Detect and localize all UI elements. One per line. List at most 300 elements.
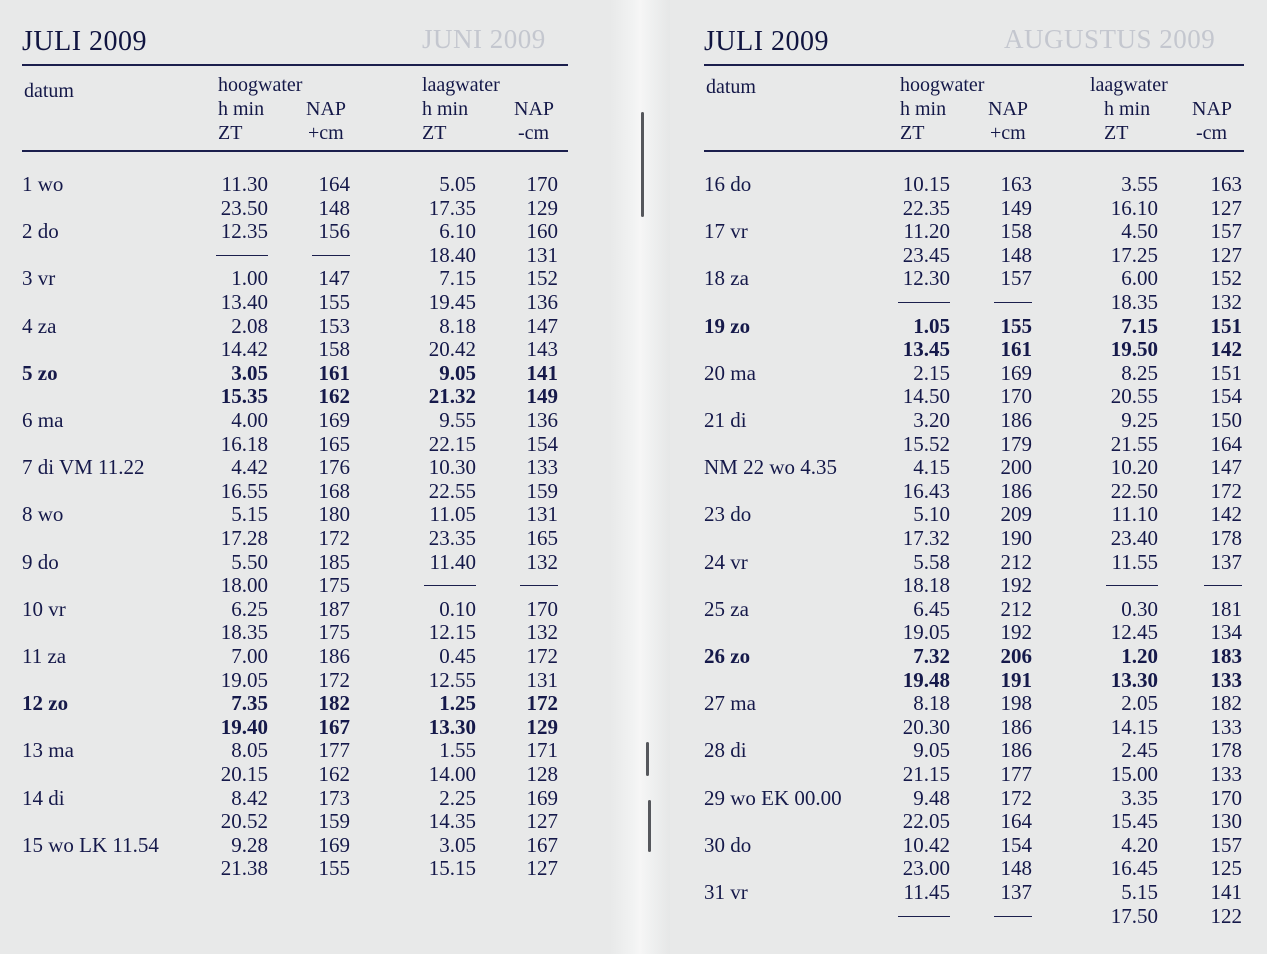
- low-water-level-cell: 122: [1210, 903, 1242, 928]
- low-water-time-cell: 0.45: [439, 644, 476, 668]
- date-cell: 13 ma: [22, 738, 74, 763]
- date-cell: 16 do: [704, 172, 752, 196]
- table-row: [22, 668, 582, 692]
- table-row: [22, 266, 582, 290]
- high-water-time-cell: 20.30: [902, 714, 950, 739]
- table-row: [22, 290, 582, 314]
- low-water-level-cell: 133: [1210, 762, 1242, 786]
- low-water-level-cell: 127: [1210, 195, 1242, 220]
- low-water-time-cell: 3.35: [1121, 785, 1158, 810]
- table-row: [704, 715, 1264, 739]
- low-water-time-cell: 6.00: [1121, 266, 1158, 291]
- table-row: [704, 620, 1264, 644]
- low-water-level-cell: 150: [1210, 408, 1242, 432]
- table-row: [704, 644, 1264, 668]
- header-rule-bottom: [22, 150, 568, 152]
- low-water-level-cell: 152: [1210, 266, 1242, 291]
- table-row: [704, 809, 1264, 833]
- high-water-time-cell: 3.05: [231, 360, 268, 385]
- high-water-time-cell: 13.45: [902, 337, 950, 362]
- low-water-time-cell: 11.05: [429, 502, 476, 527]
- high-water-time-cell: 2.15: [913, 360, 950, 385]
- low-water-level-cell: 128: [526, 762, 558, 786]
- high-water-time-cell: 5.10: [913, 502, 950, 527]
- high-water-time-cell: 17.32: [902, 526, 950, 550]
- low-water-time-cell: [398, 573, 476, 598]
- header-hoog-nap: NAP: [306, 98, 347, 120]
- header-hoog-hmin: h min: [218, 98, 265, 120]
- table-row: [22, 691, 582, 715]
- date-cell: 1 wo: [22, 172, 64, 196]
- low-water-time-cell: 20.55: [1110, 384, 1158, 409]
- low-water-level-cell: 167: [526, 832, 558, 857]
- high-water-time-cell: [192, 243, 268, 268]
- high-water-time-cell: 11.45: [903, 880, 950, 904]
- no-tide-dash: [216, 255, 268, 256]
- high-water-level-cell: 137: [1000, 880, 1032, 904]
- left-page: [22, 0, 622, 954]
- low-water-level-cell: [1180, 573, 1242, 598]
- high-water-level-cell: 177: [1000, 762, 1032, 786]
- no-tide-dash: [1106, 585, 1158, 586]
- high-water-time-cell: 2.08: [231, 313, 268, 338]
- low-water-time-cell: 14.35: [428, 809, 476, 834]
- table-row: [22, 620, 582, 644]
- date-cell: 18 za: [704, 266, 749, 291]
- low-water-time-cell: 9.55: [439, 408, 476, 432]
- high-water-time-cell: 8.18: [913, 691, 950, 716]
- high-water-time-cell: 18.00: [220, 573, 268, 598]
- low-water-level-cell: 143: [526, 337, 558, 362]
- date-cell: 25 za: [704, 596, 749, 621]
- low-water-level-cell: 172: [526, 691, 558, 716]
- high-water-level-cell: 164: [1000, 809, 1032, 834]
- high-water-time-cell: 7.00: [231, 644, 268, 668]
- low-water-time-cell: 8.18: [439, 313, 476, 338]
- high-water-level-cell: 186: [1000, 714, 1032, 739]
- high-water-time-cell: 8.42: [231, 785, 268, 810]
- low-water-time-cell: 12.15: [428, 620, 476, 645]
- high-water-time-cell: 15.35: [220, 384, 268, 409]
- low-water-time-cell: 19.50: [1110, 337, 1158, 362]
- low-water-level-cell: 131: [526, 242, 558, 267]
- header-laagwater: laagwater: [422, 74, 500, 96]
- high-water-level-cell: 192: [1000, 620, 1032, 645]
- table-row: [22, 479, 582, 503]
- table-row: [704, 668, 1264, 692]
- table-row: [22, 337, 582, 361]
- table-row: [22, 314, 582, 338]
- no-tide-dash: [312, 255, 350, 256]
- low-water-level-cell: 132: [1210, 290, 1242, 314]
- low-water-time-cell: 19.45: [428, 290, 476, 314]
- high-water-level-cell: 182: [318, 691, 350, 716]
- date-cell: 12 zo: [22, 691, 69, 716]
- high-water-level-cell: [974, 904, 1032, 929]
- high-water-level-cell: 168: [318, 478, 350, 503]
- low-water-time-cell: 3.05: [439, 832, 476, 857]
- no-tide-dash: [898, 916, 950, 917]
- table-row: [704, 314, 1264, 338]
- table-row: [22, 408, 582, 432]
- high-water-time-cell: 16.43: [902, 478, 950, 503]
- high-water-time-cell: 19.05: [220, 667, 268, 692]
- no-tide-dash: [994, 916, 1032, 917]
- low-water-time-cell: 21.32: [428, 384, 476, 409]
- high-water-level-cell: 212: [1000, 596, 1032, 621]
- low-water-time-cell: [1076, 573, 1158, 598]
- header-datum: datum: [706, 76, 756, 98]
- date-cell: 29 wo EK 00.00: [704, 785, 842, 810]
- date-cell: 10 vr: [22, 596, 66, 621]
- low-water-level-cell: 133: [1210, 667, 1242, 692]
- high-water-time-cell: 3.20: [913, 408, 950, 432]
- low-water-time-cell: 3.55: [1121, 172, 1158, 196]
- low-water-time-cell: 5.05: [439, 172, 476, 196]
- header-laagwater: laagwater: [1090, 74, 1168, 96]
- high-water-level-cell: 157: [1000, 266, 1032, 291]
- low-water-time-cell: 4.50: [1121, 219, 1158, 244]
- high-water-time-cell: [874, 290, 950, 315]
- high-water-time-cell: 21.15: [902, 762, 950, 786]
- low-water-level-cell: 172: [526, 644, 558, 668]
- low-water-time-cell: 9.05: [439, 360, 476, 385]
- high-water-time-cell: 4.00: [231, 408, 268, 432]
- low-water-time-cell: 7.15: [1121, 313, 1158, 338]
- header-hoog-hmin: h min: [900, 98, 947, 120]
- table-row: [704, 408, 1264, 432]
- high-water-level-cell: 148: [1000, 242, 1032, 267]
- high-water-level-cell: 186: [1000, 408, 1032, 432]
- low-water-time-cell: 11.40: [429, 549, 476, 574]
- table-row: [22, 809, 582, 833]
- high-water-time-cell: 23.45: [902, 242, 950, 267]
- low-water-level-cell: 163: [1210, 172, 1242, 196]
- low-water-time-cell: 14.00: [428, 762, 476, 786]
- high-water-level-cell: 147: [318, 266, 350, 291]
- header-hoog-nap: NAP: [988, 98, 1029, 120]
- high-water-level-cell: 164: [318, 172, 350, 196]
- date-cell: 30 do: [704, 832, 752, 857]
- table-row: [704, 691, 1264, 715]
- table-row: [22, 196, 582, 220]
- table-row: [22, 243, 582, 267]
- low-water-level-cell: 142: [1210, 502, 1242, 527]
- high-water-level-cell: 155: [318, 856, 350, 881]
- low-water-time-cell: 13.30: [1110, 667, 1158, 692]
- low-water-time-cell: 22.15: [428, 431, 476, 456]
- low-water-level-cell: 154: [526, 431, 558, 456]
- no-tide-dash: [994, 302, 1032, 303]
- low-water-time-cell: 10.20: [1110, 455, 1158, 480]
- high-water-time-cell: 9.48: [913, 785, 950, 810]
- high-water-level-cell: 192: [1000, 573, 1032, 598]
- low-water-level-cell: 164: [1210, 431, 1242, 456]
- date-cell: 4 za: [22, 313, 57, 338]
- high-water-time-cell: 21.38: [220, 856, 268, 881]
- low-water-level-cell: 127: [1210, 242, 1242, 267]
- low-water-time-cell: 1.25: [439, 691, 476, 716]
- date-cell: 6 ma: [22, 408, 64, 432]
- high-water-time-cell: 5.15: [231, 502, 268, 527]
- header-hoog-zt: ZT: [218, 122, 243, 144]
- table-row: [704, 526, 1264, 550]
- table-row: [704, 904, 1264, 928]
- date-cell: 5 zo: [22, 360, 58, 385]
- table-row: [22, 361, 582, 385]
- high-water-time-cell: 6.45: [913, 596, 950, 621]
- low-water-level-cell: 151: [1210, 360, 1242, 385]
- date-cell: 31 vr: [704, 880, 748, 904]
- staple-bottom-lower: [648, 800, 651, 852]
- low-water-level-cell: 151: [1210, 313, 1242, 338]
- high-water-time-cell: 6.25: [231, 596, 268, 621]
- high-water-time-cell: 22.35: [902, 195, 950, 220]
- high-water-time-cell: 1.05: [913, 313, 950, 338]
- high-water-time-cell: 20.52: [220, 809, 268, 834]
- low-water-level-cell: 178: [1210, 526, 1242, 550]
- no-tide-dash: [520, 585, 558, 586]
- date-cell: 23 do: [704, 502, 752, 527]
- date-cell: 9 do: [22, 549, 59, 574]
- date-cell: 8 wo: [22, 502, 64, 527]
- table-row: [704, 432, 1264, 456]
- low-water-level-cell: 157: [1210, 219, 1242, 244]
- low-water-level-cell: [498, 573, 558, 598]
- low-water-level-cell: 183: [1210, 644, 1242, 668]
- header-hoog-cm: +cm: [308, 122, 344, 144]
- high-water-level-cell: 172: [1000, 785, 1032, 810]
- low-water-level-cell: 170: [1210, 785, 1242, 810]
- low-water-time-cell: 20.42: [428, 337, 476, 362]
- low-water-time-cell: 23.40: [1110, 526, 1158, 550]
- high-water-level-cell: 185: [318, 549, 350, 574]
- table-row: [22, 219, 582, 243]
- date-cell: 26 zo: [704, 644, 751, 668]
- table-row: [22, 384, 582, 408]
- low-water-time-cell: 7.15: [439, 266, 476, 291]
- low-water-level-cell: 171: [526, 738, 558, 763]
- table-row: [704, 479, 1264, 503]
- high-water-level-cell: 209: [1000, 502, 1032, 527]
- low-water-time-cell: 8.25: [1121, 360, 1158, 385]
- header-rule-bottom: [704, 150, 1244, 152]
- high-water-level-cell: 175: [318, 573, 350, 598]
- low-water-time-cell: 14.15: [1110, 714, 1158, 739]
- low-water-level-cell: 141: [1210, 880, 1242, 904]
- high-water-time-cell: 10.15: [902, 172, 950, 196]
- table-row: [22, 550, 582, 574]
- high-water-level-cell: 148: [1000, 856, 1032, 881]
- header-laag-hmin: h min: [422, 98, 469, 120]
- high-water-level-cell: 169: [1000, 360, 1032, 385]
- low-water-time-cell: 12.45: [1110, 620, 1158, 645]
- low-water-time-cell: 9.25: [1121, 408, 1158, 432]
- header-hoog-zt: ZT: [900, 122, 925, 144]
- high-water-level-cell: 173: [318, 785, 350, 810]
- low-water-level-cell: 141: [526, 360, 558, 385]
- low-water-level-cell: 159: [526, 478, 558, 503]
- high-water-level-cell: 162: [318, 384, 350, 409]
- high-water-time-cell: 18.35: [220, 620, 268, 645]
- date-cell: NM 22 wo 4.35: [704, 455, 838, 480]
- table-row: [704, 384, 1264, 408]
- table-row: [704, 361, 1264, 385]
- low-water-level-cell: 160: [526, 219, 558, 244]
- high-water-time-cell: 10.42: [902, 832, 950, 857]
- header-rule-top: [704, 64, 1244, 66]
- high-water-time-cell: 7.32: [913, 644, 950, 668]
- high-water-level-cell: 200: [1000, 455, 1032, 480]
- table-row: [22, 526, 582, 550]
- high-water-time-cell: 16.55: [220, 478, 268, 503]
- date-cell: 20 ma: [704, 360, 756, 385]
- high-water-level-cell: 186: [1000, 738, 1032, 763]
- high-water-level-cell: 169: [318, 408, 350, 432]
- low-water-level-cell: 147: [1210, 455, 1242, 480]
- table-row: [22, 432, 582, 456]
- high-water-time-cell: 16.18: [220, 431, 268, 456]
- high-water-time-cell: 14.50: [902, 384, 950, 409]
- low-water-level-cell: 134: [1210, 620, 1242, 645]
- header-hoogwater: hoogwater: [218, 74, 303, 96]
- high-water-time-cell: 1.00: [231, 266, 268, 291]
- table-row: [22, 856, 582, 880]
- high-water-level-cell: 159: [318, 809, 350, 834]
- low-water-level-cell: 136: [526, 408, 558, 432]
- table-row: [22, 644, 582, 668]
- high-water-level-cell: 172: [318, 667, 350, 692]
- high-water-level-cell: [292, 243, 350, 268]
- low-water-level-cell: 178: [1210, 738, 1242, 763]
- header-laag-nap: NAP: [514, 98, 555, 120]
- date-cell: 24 vr: [704, 549, 748, 574]
- header-rule-top: [22, 64, 568, 66]
- high-water-level-cell: 186: [1000, 478, 1032, 503]
- date-cell: 21 di: [704, 408, 747, 432]
- header-laag-hmin: h min: [1104, 98, 1151, 120]
- high-water-time-cell: 12.30: [902, 266, 950, 291]
- high-water-level-cell: 198: [1000, 691, 1032, 716]
- low-water-time-cell: 17.50: [1110, 903, 1158, 928]
- high-water-level-cell: 155: [318, 290, 350, 314]
- low-water-level-cell: 133: [526, 455, 558, 480]
- high-water-level-cell: 179: [1000, 431, 1032, 456]
- high-water-time-cell: 20.15: [220, 762, 268, 786]
- low-water-level-cell: 152: [526, 266, 558, 291]
- low-water-time-cell: 1.55: [439, 738, 476, 763]
- high-water-level-cell: 191: [1000, 667, 1032, 692]
- high-water-time-cell: 23.00: [902, 856, 950, 881]
- high-water-level-cell: 158: [1000, 219, 1032, 244]
- high-water-time-cell: 5.58: [913, 549, 950, 574]
- table-row: [22, 786, 582, 810]
- low-water-level-cell: 125: [1210, 856, 1242, 881]
- low-water-time-cell: 15.15: [428, 856, 476, 881]
- table-row: [704, 172, 1264, 196]
- low-water-time-cell: 2.25: [439, 785, 476, 810]
- high-water-level-cell: 177: [318, 738, 350, 763]
- low-water-level-cell: 147: [526, 313, 558, 338]
- high-water-level-cell: 206: [1000, 644, 1032, 668]
- high-water-time-cell: 4.15: [913, 455, 950, 480]
- table-row: [704, 786, 1264, 810]
- table-row: [704, 833, 1264, 857]
- table-row: [704, 856, 1264, 880]
- high-water-level-cell: 156: [318, 219, 350, 244]
- table-row: [22, 715, 582, 739]
- low-water-time-cell: 4.20: [1121, 832, 1158, 857]
- high-water-level-cell: 180: [318, 502, 350, 527]
- table-row: [22, 833, 582, 857]
- staple-bottom-upper: [646, 742, 649, 776]
- table-row: [704, 266, 1264, 290]
- high-water-level-cell: 165: [318, 431, 350, 456]
- high-water-level-cell: 187: [318, 596, 350, 621]
- low-water-level-cell: 127: [526, 856, 558, 881]
- high-water-time-cell: 17.28: [220, 526, 268, 550]
- table-row: [22, 502, 582, 526]
- high-water-level-cell: 176: [318, 455, 350, 480]
- low-water-level-cell: 131: [526, 667, 558, 692]
- date-cell: 3 vr: [22, 266, 56, 291]
- low-water-level-cell: 181: [1210, 596, 1242, 621]
- high-water-time-cell: 9.05: [913, 738, 950, 763]
- low-water-time-cell: 12.55: [428, 667, 476, 692]
- low-water-level-cell: 157: [1210, 832, 1242, 857]
- header-laag-cm: -cm: [518, 122, 550, 144]
- high-water-time-cell: 15.52: [902, 431, 950, 456]
- table-row: [704, 738, 1264, 762]
- high-water-time-cell: 14.42: [220, 337, 268, 362]
- low-water-time-cell: 1.20: [1121, 644, 1158, 668]
- header-hoogwater: hoogwater: [900, 74, 985, 96]
- low-water-level-cell: 131: [526, 502, 558, 527]
- date-cell: 27 ma: [704, 691, 756, 716]
- high-water-time-cell: 18.18: [902, 573, 950, 598]
- high-water-level-cell: 172: [318, 526, 350, 550]
- low-water-time-cell: 22.50: [1110, 478, 1158, 503]
- high-water-time-cell: 11.30: [221, 172, 268, 196]
- low-water-level-cell: 165: [526, 526, 558, 550]
- page-title: JULI 2009: [704, 26, 830, 57]
- low-water-level-cell: 172: [1210, 478, 1242, 503]
- low-water-time-cell: 17.35: [428, 195, 476, 220]
- table-row: [704, 243, 1264, 267]
- low-water-level-cell: 137: [1210, 549, 1242, 574]
- table-row: [22, 738, 582, 762]
- header-hoog-cm: +cm: [990, 122, 1026, 144]
- low-water-time-cell: 0.10: [439, 596, 476, 621]
- low-water-time-cell: 21.55: [1110, 431, 1158, 456]
- high-water-time-cell: 9.28: [231, 832, 268, 857]
- high-water-time-cell: [874, 904, 950, 929]
- low-water-level-cell: 129: [526, 195, 558, 220]
- low-water-time-cell: 11.10: [1111, 502, 1158, 527]
- page-title: JULI 2009: [22, 26, 148, 57]
- high-water-time-cell: 8.05: [231, 738, 268, 763]
- high-water-time-cell: 12.35: [220, 219, 268, 244]
- bleed-through-title: JUNI 2009: [422, 24, 546, 54]
- bleed-through-title: AUGUSTUS 2009: [1004, 24, 1216, 54]
- low-water-time-cell: 2.45: [1121, 738, 1158, 763]
- high-water-time-cell: 4.42: [231, 455, 268, 480]
- low-water-time-cell: 15.45: [1110, 809, 1158, 834]
- table-row: [704, 573, 1264, 597]
- low-water-time-cell: 17.25: [1110, 242, 1158, 267]
- date-cell: 2 do: [22, 219, 59, 244]
- low-water-level-cell: 132: [526, 620, 558, 645]
